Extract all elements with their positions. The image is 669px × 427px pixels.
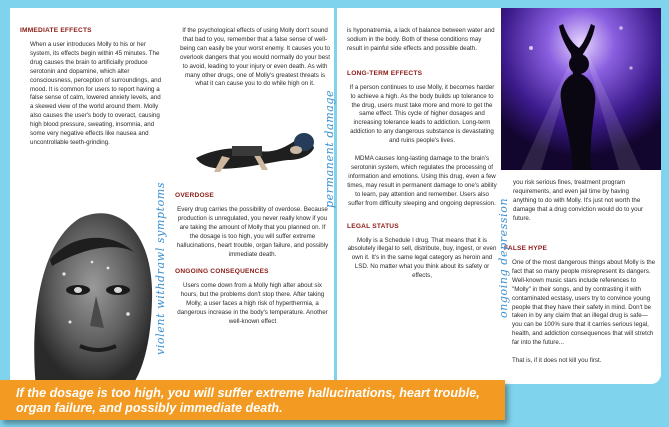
paragraph-ongoing-consequences: Users come down from a Molly high after about six hours, but the problems don't stop there. After taking Molly, a user faces a high risk of hyperthermia, a dangerous increase in the body's temperature. Another well-known effect [177, 282, 328, 326]
paragraph-hyponatremia: is hyponatremia, a lack of balance between water and sodium in the body. Both of these conditions may result in painful side effects and possible death. [347, 27, 495, 52]
paragraph-long-term-1: If a person continues to use Molly, it becomes harder to achieve a high. As the body builds up tolerance to the drug, users must take more and more to get the same effect. This cycle of higher dosages and increasing tolerance leads to addiction. Long-term addiction to any dangerous substance is devastating and ruins people's lives. [349, 83, 495, 145]
callout-banner-text: If the dosage is too high, you will suffer extreme hallucinations, heart trouble, organ failure, and possibly immediate death. [16, 386, 480, 415]
paragraph-false-hype-1: One of the most dangerous things about Molly is the fact that so many people misrepresent its dangers. Well-known music stars include references to "Molly" in their songs, and by contrasting it with contaminated ecstasy, users try to convince young people that they have their safety in mind. Don't be taken in by any claim that an illegal drug is safe—you can be 100% sure that it carries serious legal, health, and addiction consequences that will stretch far into the future... [512, 259, 656, 347]
paragraph-false-hype-2: That is, if it does not kill you first. [512, 357, 602, 365]
vertical-label-middle: permanent damage [323, 89, 336, 208]
column-legal-continuation [513, 179, 653, 224]
heading-long-term-effects: LONG-TERM EFFECTS [347, 69, 423, 77]
column-overdose-consequences [175, 192, 330, 327]
column-long-term [347, 27, 497, 281]
heading-false-hype: FALSE HYPE [504, 245, 548, 252]
vertical-label-left: violent withdrawl symptoms [154, 181, 167, 355]
paragraph-immediate-effects: When a user introduces Molly to his or her system, its effects begin within 45 minutes. The drug causes the brain to artificially produce serotonin and dopamine, which alter consciousness, perception of surroundings, and mood. It is common for users to report having a false sense of calm, lowered anxiety levels, and a skewed view of the world around them. Molly also causes the user's body to overact, causing high blood pressure, sweating, insomnia, and some very negative effects like nausea and uncontrollable teeth-grinding. [30, 41, 162, 146]
column-false-hype [504, 245, 656, 366]
column-psychological-continuation [180, 27, 330, 89]
paragraph-legal-continuation: you risk serious fines, treatment program requirements, and even jail time by having anything to do with Molly. It's just not worth the damage that a drug conviction would do to your future. [513, 179, 644, 222]
heading-ongoing-consequences: ONGOING CONSEQUENCES [175, 268, 269, 276]
vertical-label-right: ongoing depression [497, 197, 510, 318]
paragraph-psychological-continuation: If the psychological effects of using Molly don't sound that bad to you, remember that a false sense of well-being can easily be your worst enemy. It causes you to overlook dangers that you would normally do your best to avoid, leading to your injury or even death. As with many other drugs, one of Molly's greatest threats is what it can cause you to do while high on it. [180, 27, 330, 88]
sweating-face-photo [30, 204, 158, 388]
callout-banner [0, 380, 505, 420]
collapsed-person-photo [192, 120, 322, 176]
column-immediate-effects [20, 27, 162, 148]
paragraph-overdose: Every drug carries the possibility of overdose. Because production is unregulated, you never really know if you are taking the amount of Molly that you planned on. If the dosage is too high, you will suffer extreme hallucinations, heart trouble, organ failure, and possibly immediate death. [176, 206, 329, 258]
left-page [10, 8, 334, 388]
heading-overdose: OVERDOSE [175, 192, 214, 199]
paragraph-long-term-2: MDMA causes long-lasting damage to the brain's serotonin system, which regulates the processing of information and emotions. Using this drug, even a few times, may result in permanent damage to one's ability to learn, pay attention and remember. Users also suffer from difficulty sleeping and ongoing depression. [347, 155, 497, 207]
club-dancer-photo [501, 8, 661, 170]
paragraph-legal-status: Molly is a Schedule I drug. That means that it is absolutely illegal to sell, distribute, buy, ingest, or even own it. It's in the same legal category as heroin and LSD. No matter what you think about its safety or effects, [347, 236, 497, 280]
heading-immediate-effects: IMMEDIATE EFFECTS [20, 27, 92, 34]
heading-legal-status: LEGAL STATUS [347, 222, 399, 230]
